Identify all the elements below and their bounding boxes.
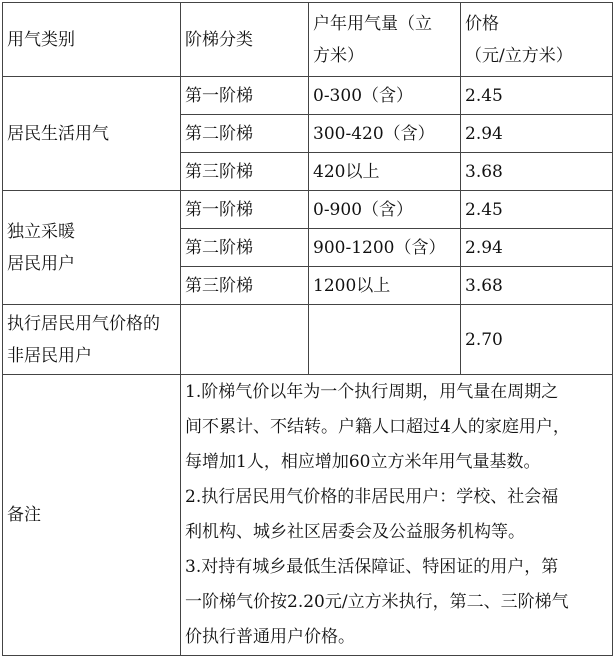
note-line: 每增加1人，相应增加60立方米年用气量基数。 <box>185 452 541 472</box>
table-row <box>3 191 613 229</box>
header-row <box>3 3 613 77</box>
note-line: 利机构、城乡社区居委会及公益服务机构等。 <box>185 522 525 542</box>
category-heating <box>3 191 181 305</box>
volume-cell: 0-900（含） <box>309 191 461 229</box>
tier-cell: 第二阶梯 <box>181 115 309 153</box>
category-heating-line1: 独立采暖 <box>7 221 75 242</box>
volume-cell <box>309 305 461 375</box>
note-line: 价执行普通用户价格。 <box>185 627 355 647</box>
note-line: 3.对持有城乡最低生活保障证、特困证的用户，第 <box>185 557 559 577</box>
header-volume <box>309 3 461 77</box>
tier-cell <box>181 305 309 375</box>
volume-cell: 0-300（含） <box>309 77 461 115</box>
category-nonresident-line2: 非居民用户 <box>7 345 92 366</box>
tier-cell: 第一阶梯 <box>181 77 309 115</box>
note-line: 间不累计、不结转。户籍人口超过4人的家庭用户， <box>185 417 570 437</box>
tier-cell: 第三阶梯 <box>181 153 309 191</box>
header-volume-line1: 户年用气量（立 <box>313 13 432 34</box>
volume-cell: 300-420（含） <box>309 115 461 153</box>
category-nonresident <box>3 305 181 375</box>
category-heating-line2: 居民用户 <box>7 253 75 274</box>
header-price <box>461 3 613 77</box>
header-volume-line2: 方米） <box>313 45 364 66</box>
price-cell: 2.45 <box>461 77 613 115</box>
table-row <box>3 77 613 115</box>
table-row <box>3 305 613 375</box>
price-cell: 2.94 <box>461 229 613 267</box>
gas-price-table <box>2 2 613 656</box>
price-cell: 3.68 <box>461 153 613 191</box>
price-cell: 2.45 <box>461 191 613 229</box>
price-cell: 3.68 <box>461 267 613 305</box>
price-cell: 2.70 <box>461 305 613 375</box>
volume-cell: 900-1200（含） <box>309 229 461 267</box>
header-category: 用气类别 <box>3 3 181 77</box>
volume-cell: 1200以上 <box>309 267 461 305</box>
tier-cell: 第二阶梯 <box>181 229 309 267</box>
volume-cell: 420以上 <box>309 153 461 191</box>
notes-label: 备注 <box>3 375 181 656</box>
note-line: 2.执行居民用气价格的非居民用户：学校、社会福 <box>185 487 559 507</box>
notes-row <box>3 375 613 656</box>
price-cell: 2.94 <box>461 115 613 153</box>
note-line: 1.阶梯气价以年为一个执行周期，用气量在周期之 <box>185 382 559 402</box>
tier-cell: 第三阶梯 <box>181 267 309 305</box>
note-line: 一阶梯气价按2.20元/立方米执行，第二、三阶梯气 <box>185 592 569 612</box>
header-price-line1: 价格 <box>465 13 499 34</box>
header-tier: 阶梯分类 <box>181 3 309 77</box>
header-price-line2: （元/立方米） <box>465 45 573 66</box>
notes-content <box>181 375 613 656</box>
category-nonresident-line1: 执行居民用气价格的 <box>7 313 160 334</box>
tier-cell: 第一阶梯 <box>181 191 309 229</box>
category-residential: 居民生活用气 <box>3 77 181 191</box>
